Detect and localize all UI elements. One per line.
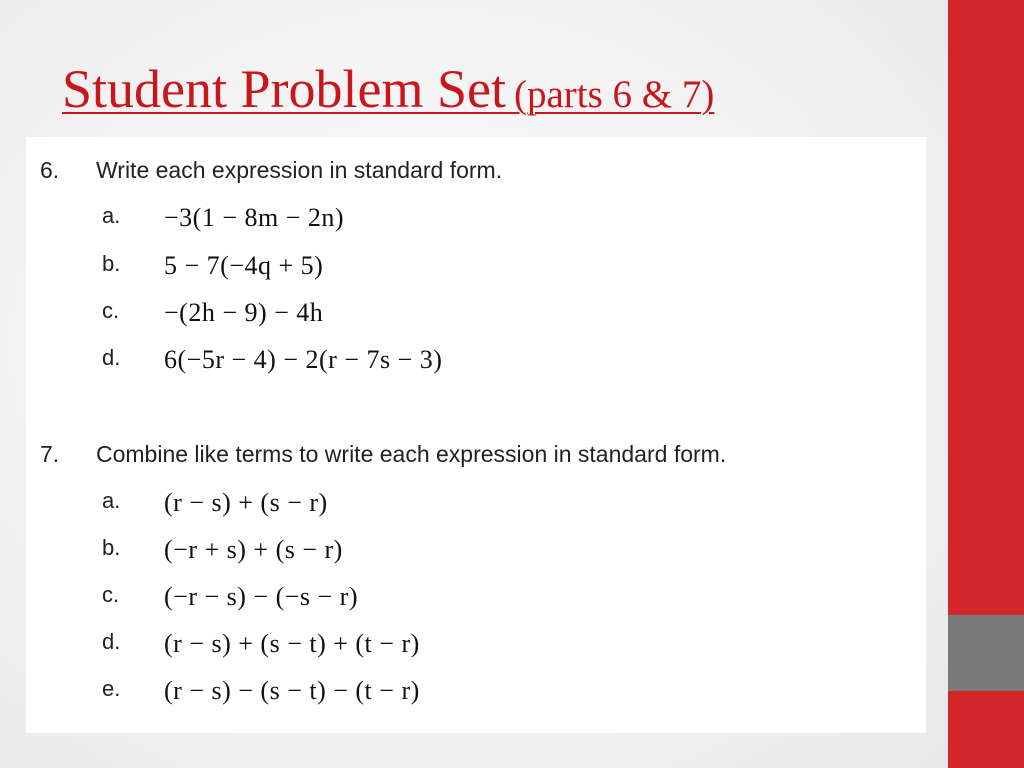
part-expression: −(2h − 9) − 4h xyxy=(164,298,324,327)
part-letter: b. xyxy=(102,251,121,276)
part-expression: (−r − s) − (−s − r) xyxy=(164,582,359,611)
problem-set-panel xyxy=(26,137,926,733)
part-expression: 5 − 7(−4q + 5) xyxy=(164,251,324,280)
part-expression: (−r + s) + (s − r) xyxy=(164,535,343,564)
problem-instruction: Write each expression in standard form. xyxy=(96,157,503,183)
part-letter: c. xyxy=(102,298,120,323)
part-expression: 6(−5r − 4) − 2(r − 7s − 3) xyxy=(164,345,443,374)
title-subtitle: (parts 6 & 7) xyxy=(514,73,715,116)
problem-instruction: Combine like terms to write each expression in standard form. xyxy=(96,441,727,467)
title-main: Student Problem Set xyxy=(62,59,506,119)
part-letter: a. xyxy=(102,488,121,513)
part-letter: e. xyxy=(102,676,121,701)
slide-title xyxy=(62,59,715,119)
part-expression: −3(1 − 8m − 2n) xyxy=(164,203,345,232)
part-expression: (r − s) − (s − t) − (t − r) xyxy=(164,676,420,705)
part-expression: (r − s) + (s − r) xyxy=(164,488,328,517)
part-letter: c. xyxy=(102,582,120,607)
side-accent-block xyxy=(948,615,1024,691)
part-letter: b. xyxy=(102,535,121,560)
part-expression: (r − s) + (s − t) + (t − r) xyxy=(164,629,420,658)
problem-number: 6. xyxy=(40,157,60,183)
problem-number: 7. xyxy=(40,441,60,467)
part-letter: a. xyxy=(102,203,121,228)
part-letter: d. xyxy=(102,629,121,654)
part-letter: d. xyxy=(102,345,121,370)
